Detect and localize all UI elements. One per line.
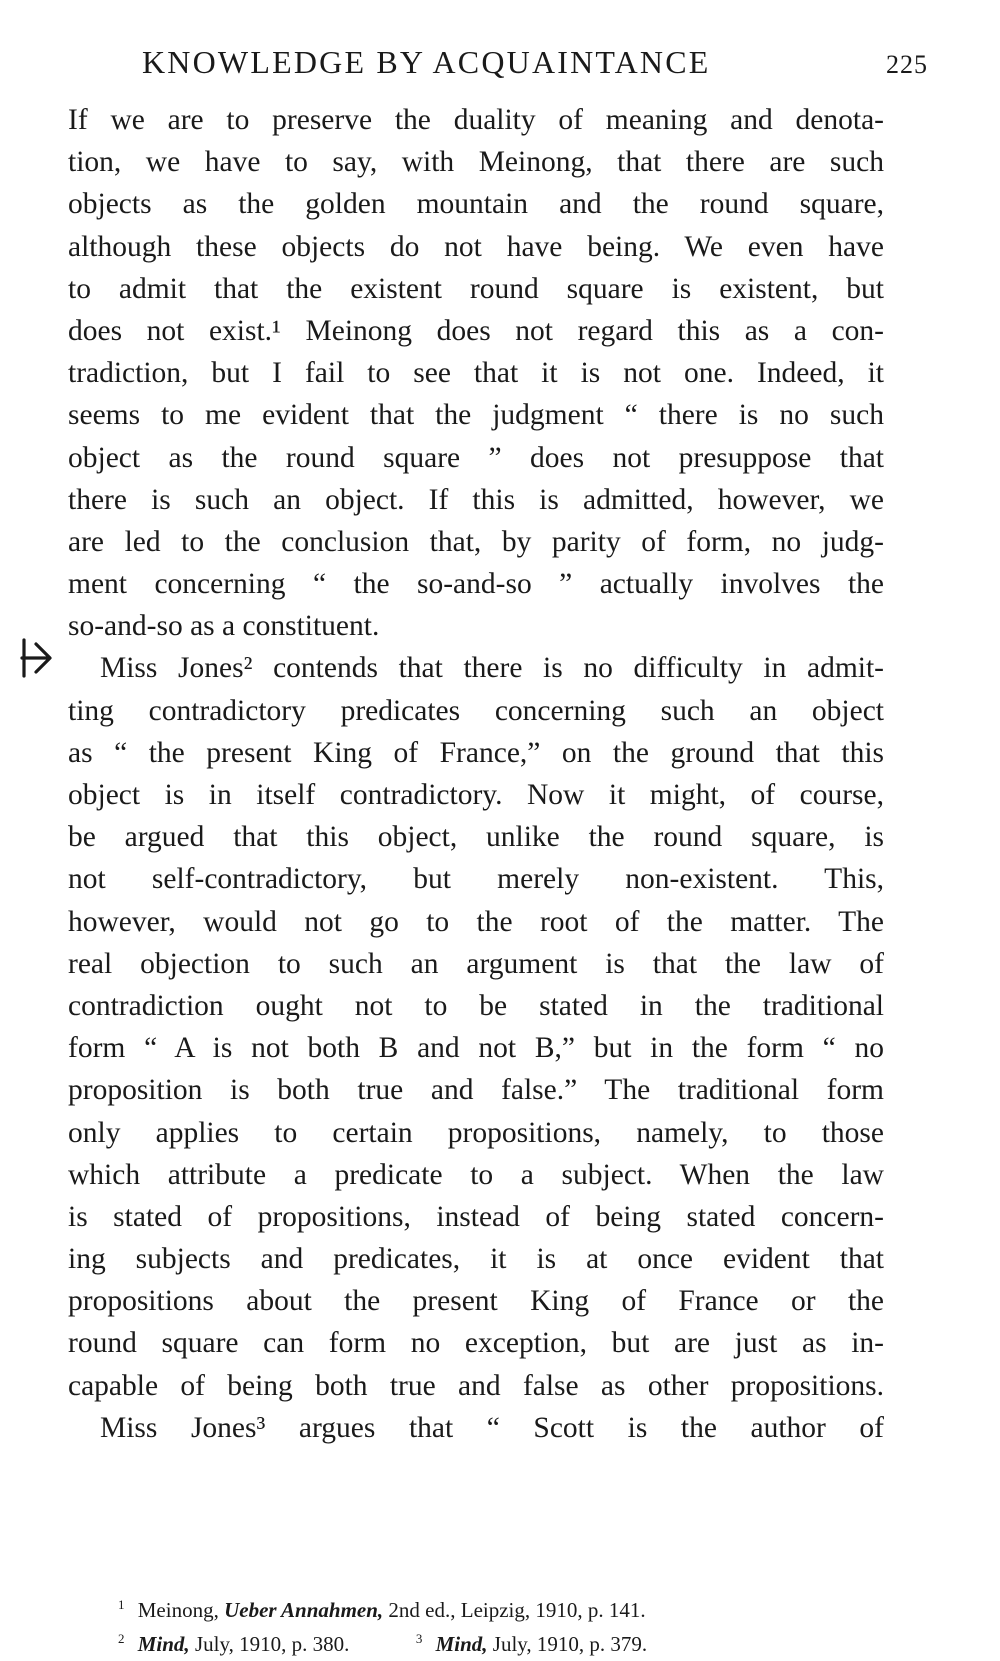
text-line: there is such an object. If this is admitted, however, we [68,483,884,516]
text-line: contradiction ought not to be stated in the traditional [68,989,884,1022]
text-line: however, would not go to the root of the matter. The [68,905,884,938]
text-line: only applies to certain propositions, namely, to those [68,1116,884,1149]
text-line: tradiction, but I fail to see that it is not one. Indeed, it [68,357,884,390]
text-line: be argued that this object, unlike the round square, is [68,821,884,854]
text-line: object as the round square ” does not presuppose that [68,441,884,474]
footnote-reference: July, 1910, p. 380. [194,1632,350,1656]
text-line: Miss Jones² contends that there is no difficulty in admit- [100,652,884,685]
footnote-reference: 2nd ed., Leipzig, 1910, p. 141. [388,1598,646,1622]
text-line: ing subjects and predicates, it is at once evident that [68,1243,884,1276]
text-line: real objection to such an argument is that the law of [68,947,884,980]
page-number: 225 [886,50,928,79]
text-line: proposition is both true and false.” The traditional form [68,1074,884,1107]
text-line: object is in itself contradictory. Now it might, of course, [68,779,884,811]
running-head: KNOWLEDGE BY ACQUAINTANCE [142,44,711,80]
footnote-title: Mind, [435,1632,488,1656]
text-line: objects as the golden mountain and the round square, [68,188,884,221]
footnote-marker: 3 [415,1631,423,1646]
text-line: not self-contradictory, but merely non-existent. This, [68,863,884,896]
text-line: which attribute a predicate to a subject. When the law [68,1158,884,1191]
text-line: seems to me evident that the judgment “ there is no such [68,399,884,432]
footnote-author: Meinong, [137,1598,219,1622]
body-text [68,99,884,1449]
footnote-marker: 2 [118,1631,125,1646]
text-line: Miss Jones³ argues that “ Scott is the author of [100,1411,884,1444]
text-line: ting contradictory predicates concerning such an object [68,694,884,727]
text-line: round square can form no exception, but are just as in- [68,1327,884,1360]
footnote-title: Ueber Annahmen, [224,1598,384,1622]
text-line: If we are to preserve the duality of meaning and denota- [68,104,884,136]
text-line: ment concerning “ the so-and-so ” actually involves the [68,568,884,601]
text-line: as “ the present King of France,” on the ground that this [68,736,884,769]
text-line: form “ A is not both B and not B,” but in the form “ no [68,1032,884,1065]
text-line: is stated of propositions, instead of being stated concern- [68,1200,884,1233]
footnote-1 [118,1588,878,1622]
text-line: to admit that the existent round square is existent, but [68,272,884,305]
footnote-marker: 1 [118,1597,125,1612]
text-line: so-and-so as a constituent. [68,610,380,643]
text-line: tion, we have to say, with Meinong, that there are such [68,146,884,179]
footnotes [118,1588,878,1656]
footnote-title: Mind, [137,1632,190,1656]
text-line: although these objects do not have being. We even have [68,230,884,263]
text-line: capable of being both true and false as other propositions. [68,1369,884,1402]
text-line: does not exist.¹ Meinong does not regard this as a con- [68,314,884,347]
footnote-reference: July, 1910, p. 379. [492,1632,648,1656]
text-line: are led to the conclusion that, by parity of form, no judg- [68,525,884,558]
page-header [142,44,940,81]
text-line: propositions about the present King of France or the [68,1285,884,1318]
footnote-2-3 [118,1622,878,1656]
